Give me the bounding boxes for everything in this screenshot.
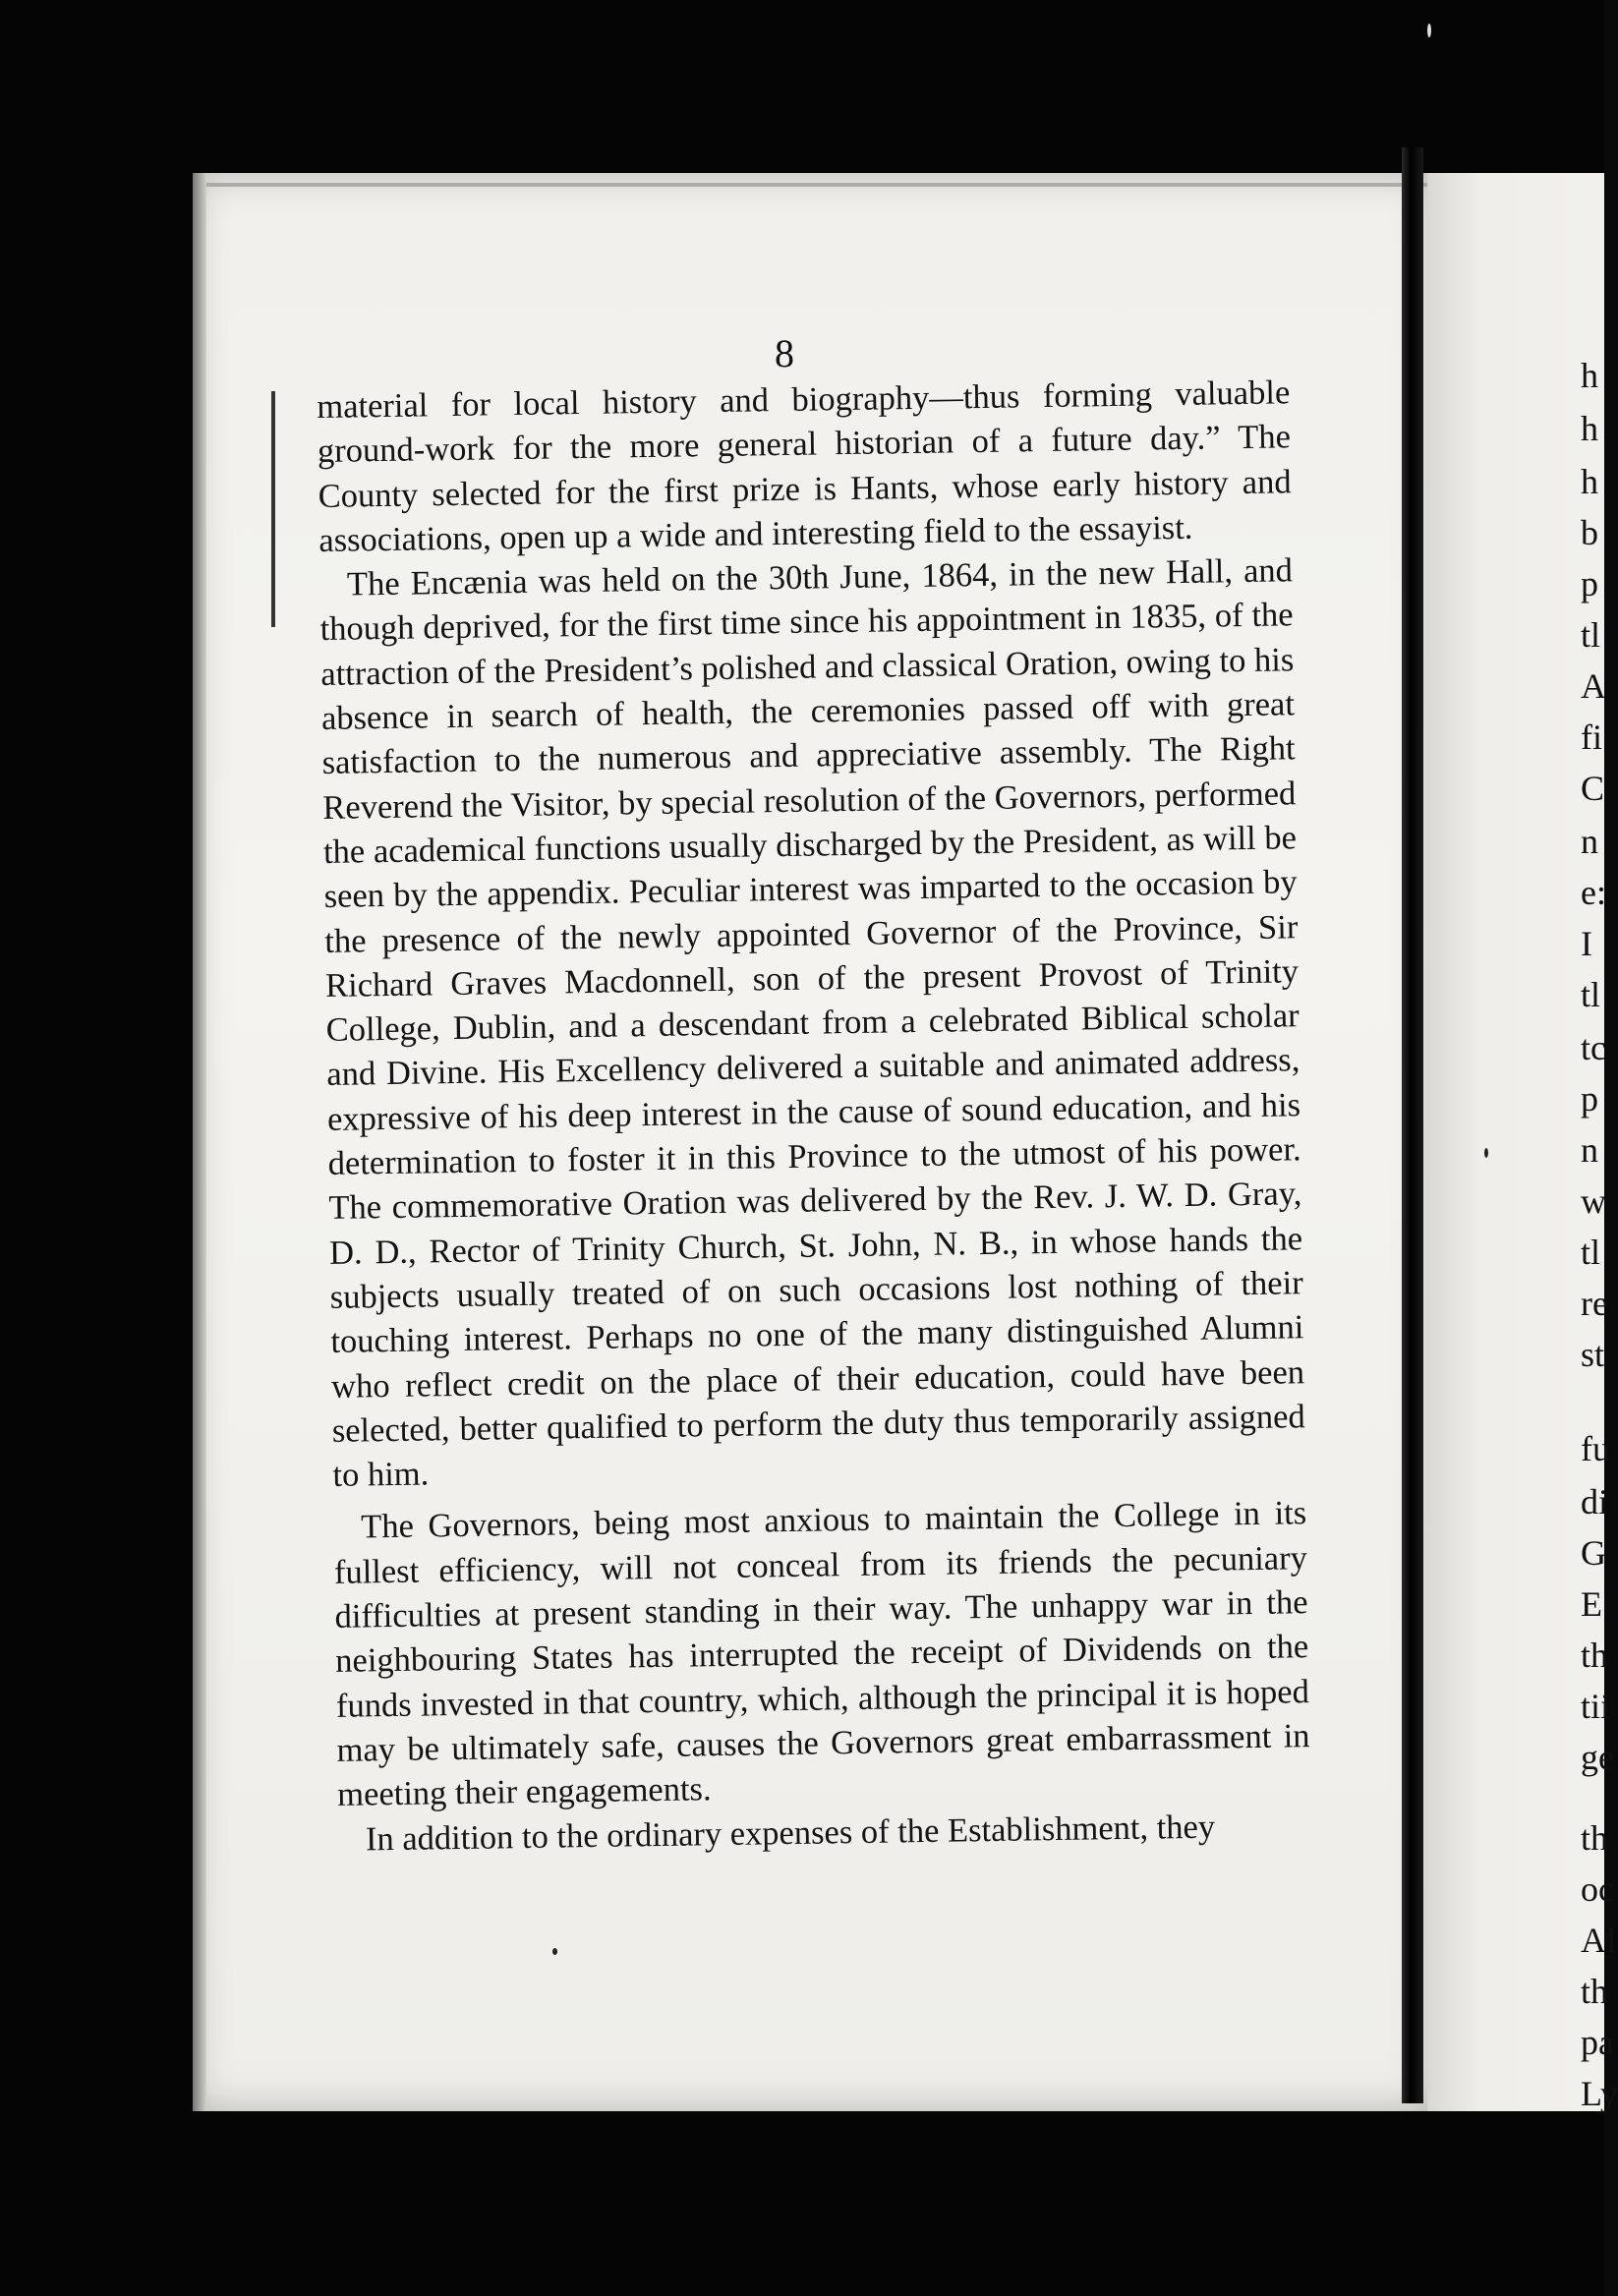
margin-mark [271, 391, 275, 627]
adjacent-line: C [1581, 769, 1605, 808]
adjacent-line: A [1581, 666, 1606, 706]
page-number: 8 [775, 331, 794, 375]
adjacent-line: n [1581, 1130, 1598, 1170]
adjacent-line: tl [1581, 975, 1601, 1014]
adjacent-line: tl [1581, 1233, 1601, 1272]
adjacent-line: di [1581, 1482, 1609, 1521]
adjacent-line: E [1581, 1584, 1602, 1624]
paragraph-4: In addition to the ordinary expenses of the Establishment, they [365, 1808, 1216, 1858]
adjacent-line: p [1581, 1079, 1598, 1119]
paragraph-1: material for local history and biography—thus forming valuable ground-work for the more general historian of a future day.” The County selected for the first prize is Hants, whose early history and associations, open up a wide and interesting field to the essayist. [317, 373, 1292, 559]
adjacent-line: Al [1581, 1921, 1616, 1960]
adjacent-line: fu [1581, 1429, 1610, 1468]
adjacent-line: tii [1581, 1687, 1611, 1726]
adjacent-line: b [1581, 513, 1598, 552]
adjacent-line: ge [1581, 1738, 1614, 1777]
adjacent-line: n [1581, 822, 1598, 861]
adjacent-page [1427, 173, 1618, 2113]
ink-speck [1484, 1148, 1488, 1158]
page-top-edge [193, 183, 1431, 187]
adjacent-line: h [1581, 356, 1598, 395]
page-binding-edge [193, 173, 206, 2111]
adjacent-line: G [1581, 1533, 1606, 1573]
adjacent-line: re [1581, 1284, 1608, 1323]
adjacent-line: p [1581, 564, 1598, 603]
adjacent-line: th [1581, 1818, 1609, 1858]
adjacent-line: th [1581, 1636, 1609, 1675]
adjacent-line: th [1581, 1972, 1609, 2011]
adjacent-line: st [1581, 1335, 1605, 1374]
paragraph-3: The Governors, being most anxious to maintain the College in its fullest efficiency, will not conceal from its friends the pecuniary difficulties at present standing in their way. The unhappy war in the neighbouring States has interrupted the receipt of Dividends on the funds invested in that country, which, although the principal it is hoped may be ultimately safe, causes the Governors great embarrassment in meeting their engagements. [333, 1494, 1310, 1814]
adjacent-line: I [1581, 924, 1592, 963]
body-text [317, 371, 1311, 1862]
adjacent-line: fi [1581, 718, 1602, 757]
adjacent-line: w [1581, 1181, 1606, 1221]
adjacent-line: tc [1581, 1028, 1606, 1067]
scan-artifact [1427, 24, 1431, 37]
adjacent-line: h [1581, 409, 1598, 448]
adjacent-line: Ly [1581, 2074, 1618, 2113]
adjacent-line: h [1581, 462, 1598, 501]
paragraph-2: The Encænia was held on the 30th June, 1864, in the new Hall, and though deprived, for the first time since his appointment in 1835, of the attraction of the President’s polished and classical Oration, owing to his absence in search of health, the ceremonies passed off with great satisfaction to the numerous and appreciative assembly. The Right Reverend the Visitor, by special resolution of the Governors, performed the academical functions usually discharged by the President, as will be seen by the appendix. Peculiar interest was imparted to the occasion by the presence of the newly appointed Governor of the Province, Sir Richard Graves Macdonnell, son of the present Provost of Trinity College, Dublin, and a descendant from a celebrated Biblical scholar and Divine. His Excellency delivered a suitable and animated address, expressive of his deep interest in the cause of sound education, and his determination to foster it in this Province to the utmost of his power. The commemorative Oration was delivered by the Rev. J. W. D. Gray, D. D., Rector of Trinity Church, St. John, N. B., in whose hands the subjects usually treated of on such occasions lost nothing of their touching interest. Perhaps no one of the many distinguished Alumni who reflect credit on the place of their education, could have been selected, better qualified to perform the duty thus temporarily assigned to him. [319, 551, 1305, 1495]
adjacent-line: e: [1581, 873, 1606, 912]
adjacent-line: pa [1581, 2023, 1614, 2062]
book-gutter [1402, 147, 1423, 2103]
ink-speck [552, 1948, 557, 1955]
adjacent-line: tl [1581, 615, 1601, 655]
adjacent-line: oc [1581, 1869, 1614, 1909]
